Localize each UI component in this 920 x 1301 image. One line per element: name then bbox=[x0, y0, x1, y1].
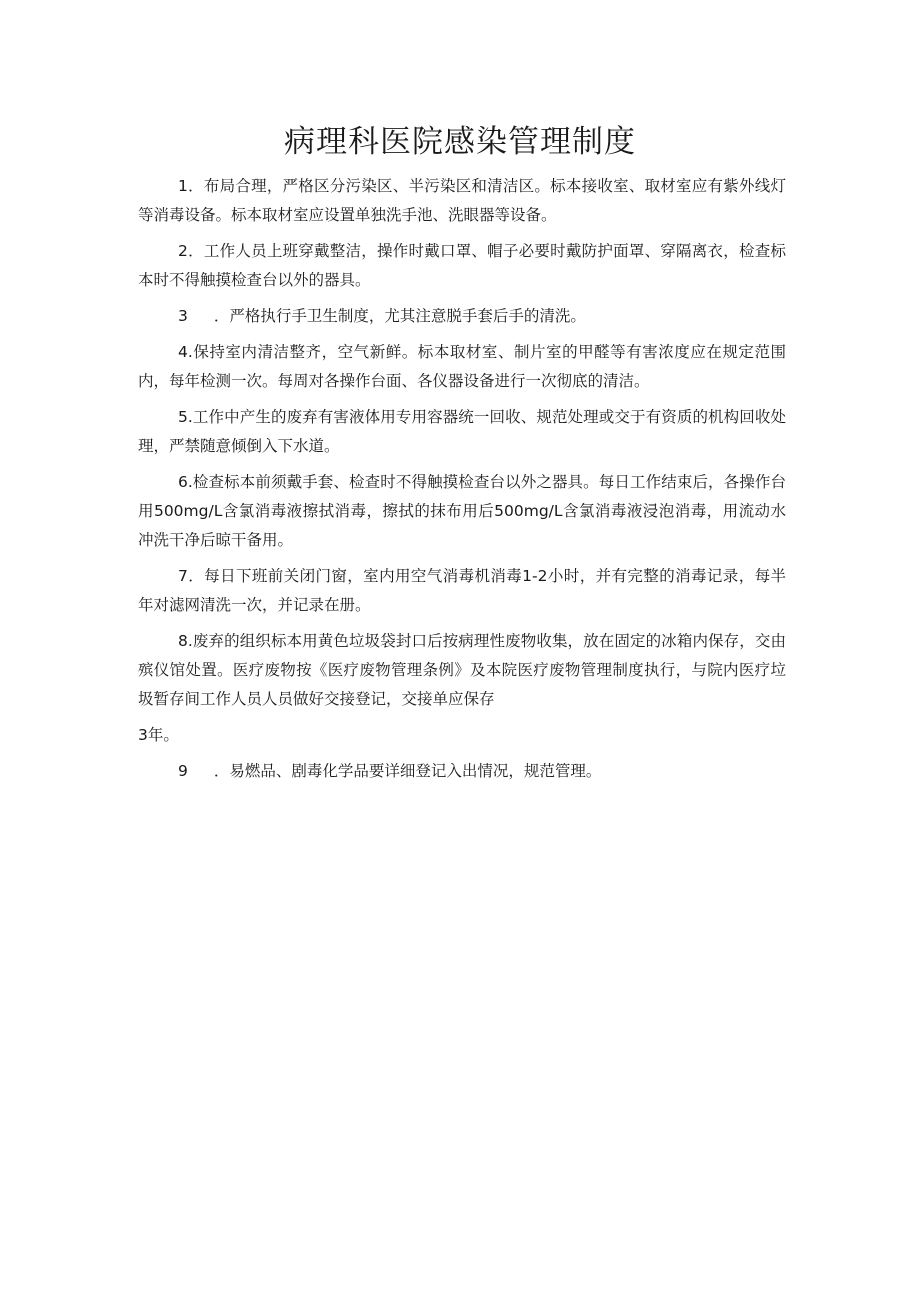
paragraph-number: 3 bbox=[178, 307, 188, 325]
paragraph-number: 2 bbox=[178, 242, 188, 260]
paragraph-text: ．易燃品、剧毒化学品要详细登记入出情况，规范管理。 bbox=[213, 762, 602, 780]
paragraph-text: ．工作人员上班穿戴整洁，操作时戴口罩、帽子必要时戴防护面罩、穿隔离衣，检查标本时不得触摸检查台以外的器具。 bbox=[138, 242, 786, 289]
paragraph-9 bbox=[138, 757, 786, 786]
paragraph-number: 1 bbox=[178, 177, 188, 195]
paragraph-text: .废弃的组织标本用黄色垃圾袋封口后按病理性废物收集，放在固定的冰箱内保存，交由殡仪馆处置。医疗废物按《医疗废物管理条例》及本院医疗废物管理制度执行，与院内医疗垃圾暂存间工作人员人员做好交接登记，交接单应保存 bbox=[138, 632, 786, 708]
paragraph-number: 5 bbox=[178, 408, 188, 426]
paragraph-number: 6 bbox=[178, 473, 188, 491]
paragraph-6 bbox=[138, 468, 786, 555]
page-title: 病理科医院感染管理制度 bbox=[284, 124, 636, 160]
paragraph-8-continued bbox=[138, 721, 786, 750]
paragraph-text: ．每日下班前关闭门窗，室内用空气消毒机消毒1-2小时，并有完整的消毒记录，每半年对滤网清洗一次，并记录在册。 bbox=[138, 567, 786, 614]
paragraph-text: .保持室内清洁整齐，空气新鲜。标本取材室、制片室的甲醛等有害浓度应在规定范围内，每年检测一次。每周对各操作台面、各仪器设备进行一次彻底的清洁。 bbox=[138, 343, 786, 390]
paragraph-text: ．布局合理，严格区分污染区、半污染区和清洁区。标本接收室、取材室应有紫外线灯等消毒设备。标本取材室应设置单独洗手池、洗眼器等设备。 bbox=[138, 177, 786, 224]
paragraph-1 bbox=[138, 172, 786, 230]
paragraph-text: ．严格执行手卫生制度，尤其注意脱手套后手的清洗。 bbox=[213, 307, 586, 325]
paragraph-7 bbox=[138, 562, 786, 620]
paragraph-number: 7 bbox=[178, 567, 188, 585]
paragraph-number: 8 bbox=[178, 632, 188, 650]
paragraph-8 bbox=[138, 627, 786, 714]
paragraph-text: 3年。 bbox=[138, 726, 179, 744]
paragraph-2 bbox=[138, 237, 786, 295]
paragraph-5 bbox=[138, 403, 786, 461]
paragraph-4 bbox=[138, 338, 786, 396]
paragraph-number: 9 bbox=[178, 762, 188, 780]
paragraph-text: .工作中产生的废弃有害液体用专用容器统一回收、规范处理或交于有资质的机构回收处理，严禁随意倾倒入下水道。 bbox=[138, 408, 786, 455]
document-body bbox=[138, 172, 786, 793]
paragraph-number: 4 bbox=[178, 343, 188, 361]
paragraph-text: .检查标本前须戴手套、检查时不得触摸检查台以外之器具。每日工作结束后，各操作台用500mg/L含氯消毒液擦拭消毒，擦拭的抹布用后500mg/L含氯消毒液浸泡消毒，用流动水冲洗干净后晾干备用。 bbox=[138, 473, 786, 549]
paragraph-3 bbox=[138, 302, 786, 331]
